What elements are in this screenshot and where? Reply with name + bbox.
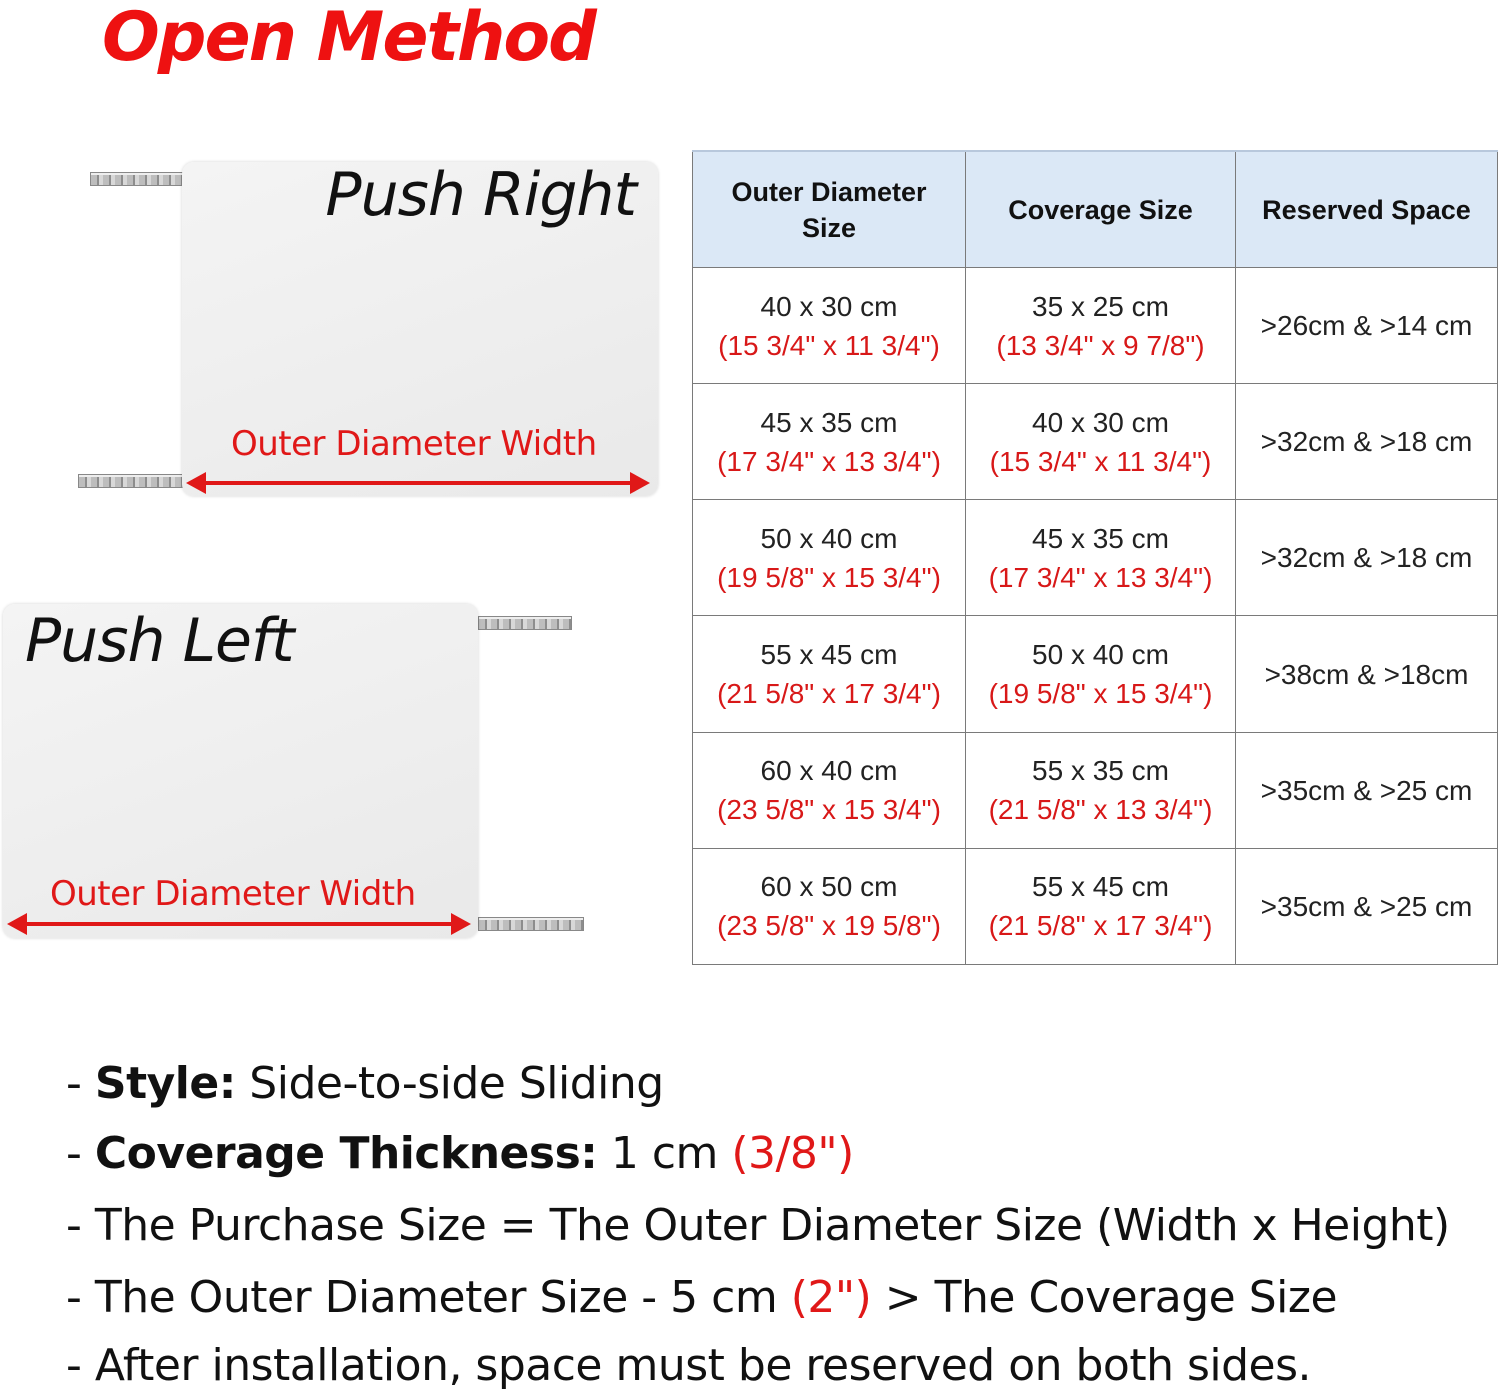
page-title: Open Method xyxy=(102,0,595,77)
width-label: Outer Diameter Width xyxy=(231,424,597,464)
push-right-label: Push Right xyxy=(325,160,636,230)
spec-installation-note: - After installation, space must be reserved on both sides. xyxy=(66,1340,1312,1391)
table-row xyxy=(693,616,1498,732)
slide-rail xyxy=(478,616,572,630)
coverage-size-cell: 55 x 45 cm (21 5/8" x 17 3/4") xyxy=(966,848,1236,964)
size-table xyxy=(692,150,1498,965)
spec-purchase-size: - The Purchase Size = The Outer Diameter Size (Width x Height) xyxy=(66,1200,1450,1251)
spec-thickness: - Coverage Thickness: 1 cm (3/8") xyxy=(66,1128,854,1179)
spec-label: Style: xyxy=(94,1058,236,1109)
reserved-space-cell: >26cm & >14 cm xyxy=(1236,268,1498,384)
outer-size-cell: 50 x 40 cm (19 5/8" x 15 3/4") xyxy=(693,500,966,616)
slide-rail xyxy=(78,474,184,488)
outer-size-cell: 60 x 50 cm (23 5/8" x 19 5/8") xyxy=(693,848,966,964)
table-row xyxy=(693,384,1498,500)
spec-style: - Style: Side-to-side Sliding xyxy=(66,1058,664,1109)
table-row xyxy=(693,732,1498,848)
outer-size-cell: 60 x 40 cm (23 5/8" x 15 3/4") xyxy=(693,732,966,848)
push-left-label: Push Left xyxy=(25,606,294,676)
header-outer-diameter: Outer Diameter Size xyxy=(693,151,966,268)
slide-rail xyxy=(478,917,584,931)
spec-label: Coverage Thickness: xyxy=(94,1128,598,1179)
table-row xyxy=(693,268,1498,384)
table-row xyxy=(693,500,1498,616)
coverage-size-cell: 35 x 25 cm (13 3/4" x 9 7/8") xyxy=(966,268,1236,384)
slide-rail xyxy=(90,172,184,186)
table-row xyxy=(693,848,1498,964)
coverage-size-cell: 55 x 35 cm (21 5/8" x 13 3/4") xyxy=(966,732,1236,848)
width-label: Outer Diameter Width xyxy=(50,874,416,914)
reserved-space-cell: >38cm & >18cm xyxy=(1236,616,1498,732)
spec-size-formula: - The Outer Diameter Size - 5 cm (2") > The Coverage Size xyxy=(66,1272,1338,1323)
coverage-size-cell: 40 x 30 cm (15 3/4" x 11 3/4") xyxy=(966,384,1236,500)
outer-size-cell: 55 x 45 cm (21 5/8" x 17 3/4") xyxy=(693,616,966,732)
header-coverage-size: Coverage Size xyxy=(966,151,1236,268)
width-arrow xyxy=(23,922,455,926)
outer-size-cell: 40 x 30 cm (15 3/4" x 11 3/4") xyxy=(693,268,966,384)
reserved-space-cell: >35cm & >25 cm xyxy=(1236,732,1498,848)
push-right-panel xyxy=(182,162,658,496)
coverage-size-cell: 45 x 35 cm (17 3/4" x 13 3/4") xyxy=(966,500,1236,616)
table-header-row xyxy=(693,151,1498,268)
width-arrow xyxy=(202,481,634,485)
header-reserved-space: Reserved Space xyxy=(1236,151,1498,268)
reserved-space-cell: >32cm & >18 cm xyxy=(1236,384,1498,500)
push-left-panel xyxy=(3,604,478,938)
reserved-space-cell: >35cm & >25 cm xyxy=(1236,848,1498,964)
coverage-size-cell: 50 x 40 cm (19 5/8" x 15 3/4") xyxy=(966,616,1236,732)
outer-size-cell: 45 x 35 cm (17 3/4" x 13 3/4") xyxy=(693,384,966,500)
reserved-space-cell: >32cm & >18 cm xyxy=(1236,500,1498,616)
